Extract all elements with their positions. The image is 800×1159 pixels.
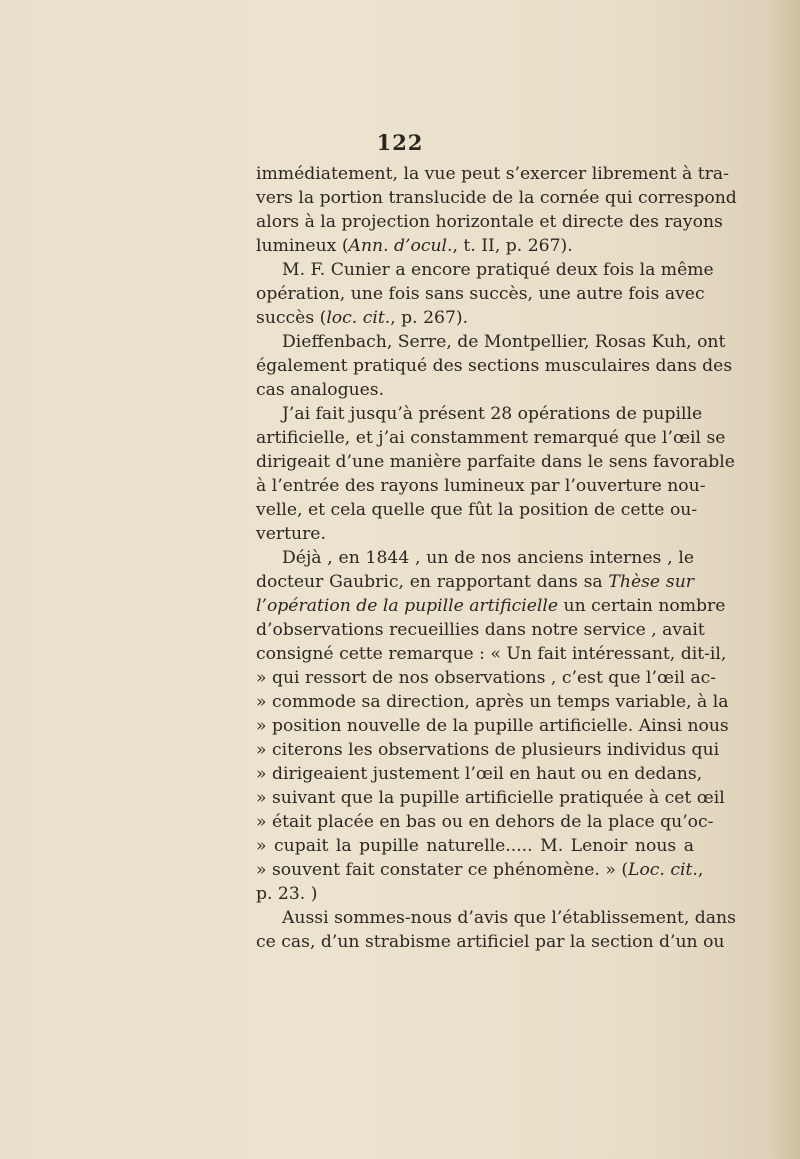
text-segment: vers la portion translucide de la cornée qui correspond <box>256 188 737 208</box>
text-segment: d’observations recueillies dans notre service , avait <box>256 620 705 640</box>
text-line <box>256 666 717 690</box>
text-segment: artificielle, et j’ai constamment remarqué que l’œil se <box>256 428 726 448</box>
text-segment: » citerons les observations de plusieurs individus qui <box>256 740 720 760</box>
text-line <box>256 498 698 522</box>
text-segment: » était placée en bas ou en dehors de la place qu’oc- <box>256 812 714 832</box>
text-line <box>256 714 729 738</box>
text-segment: velle, et cela quelle que fût la position de cette ou- <box>256 500 698 520</box>
text-line <box>256 450 735 474</box>
text-line <box>256 810 714 834</box>
text-line <box>256 522 694 546</box>
text-segment: Dieffenbach, Serre, de Montpellier, Rosas Kuh, ont <box>282 332 726 352</box>
text-line <box>256 426 726 450</box>
text-segment: » qui ressort de nos observations , c’est que l’œil ac- <box>256 668 717 688</box>
text-line <box>256 402 703 426</box>
italic-text: Thèse sur <box>608 572 694 592</box>
italic-text: Loc. cit. <box>628 860 698 880</box>
text-line <box>256 234 694 258</box>
text-line <box>256 738 720 762</box>
italic-text: Ann. d’ocul. <box>348 236 453 256</box>
text-line <box>256 690 729 714</box>
text-line <box>256 210 723 234</box>
text-segment: » souvent fait constater ce phénomène. » ( <box>256 860 629 880</box>
text-segment: consigné cette remarque : « Un fait intéressant, dit-il, <box>256 644 727 664</box>
text-segment: docteur Gaubric, en rapportant dans sa <box>256 572 609 592</box>
text-line <box>256 906 736 930</box>
text-line <box>256 258 714 282</box>
text-line <box>256 162 729 186</box>
italic-text: loc. cit. <box>326 308 391 328</box>
text-line <box>256 330 726 354</box>
text-line <box>256 642 727 666</box>
text-segment: M. F. Cunier a encore pratiqué deux fois la même <box>282 260 714 280</box>
text-line <box>256 618 705 642</box>
text-line <box>256 762 703 786</box>
text-segment: , <box>697 860 704 880</box>
body-text <box>256 162 737 954</box>
text-segment: , t. II, p. 267). <box>452 236 573 256</box>
text-segment: immédiatement, la vue peut s’exercer librement à tra- <box>256 164 729 184</box>
text-segment: » commode sa direction, après un temps variable, à la <box>256 692 729 712</box>
text-line <box>256 354 733 378</box>
text-segment: , p. 267). <box>390 308 469 328</box>
text-line <box>256 306 694 330</box>
text-segment: dirigeait d’une manière parfaite dans le sens favorable <box>256 452 735 472</box>
text-segment: » cupait la pupille naturelle..... M. Lenoir nous a <box>256 836 694 856</box>
text-segment: » suivant que la pupille artificielle pratiquée à cet œil <box>256 788 725 808</box>
text-segment: à l’entrée des rayons lumineux par l’ouverture nou- <box>256 476 706 496</box>
text-segment: » position nouvelle de la pupille artificielle. Ainsi nous <box>256 716 729 736</box>
text-segment: succès ( <box>256 308 327 328</box>
text-line <box>256 594 726 618</box>
text-segment: Déjà , en 1844 , un de nos anciens internes , le <box>282 548 694 568</box>
text-segment: cas analogues. <box>256 380 385 400</box>
text-line <box>256 186 737 210</box>
text-segment: verture. <box>256 524 326 544</box>
text-segment: également pratiqué des sections musculaires dans des <box>256 356 733 376</box>
text-segment: lumineux ( <box>256 236 349 256</box>
text-segment: » dirigeaient justement l’œil en haut ou en dedans, <box>256 764 703 784</box>
text-line <box>256 282 705 306</box>
text-segment: un certain nombre <box>558 596 726 616</box>
text-line <box>256 858 704 882</box>
text-segment: J’ai fait jusqu’à présent 28 opérations de pupille <box>282 404 703 424</box>
text-line <box>256 834 694 858</box>
text-line <box>256 546 694 570</box>
text-segment: Aussi sommes-nous d’avis que l’établissement, dans <box>282 908 736 928</box>
text-line <box>256 474 706 498</box>
text-line <box>256 882 694 906</box>
italic-text: l’opération de la pupille artificielle <box>256 596 559 616</box>
page-number: 122 <box>376 130 424 155</box>
text-line <box>256 570 694 594</box>
text-segment: opération, une fois sans succès, une autre fois avec <box>256 284 705 304</box>
text-line <box>256 378 694 402</box>
text-line <box>256 786 725 810</box>
text-segment: p. 23. ) <box>256 884 318 904</box>
text-line <box>256 930 725 954</box>
text-segment: alors à la projection horizontale et directe des rayons <box>256 212 723 232</box>
text-segment: ce cas, d’un strabisme artificiel par la section d’un ou <box>256 932 725 952</box>
